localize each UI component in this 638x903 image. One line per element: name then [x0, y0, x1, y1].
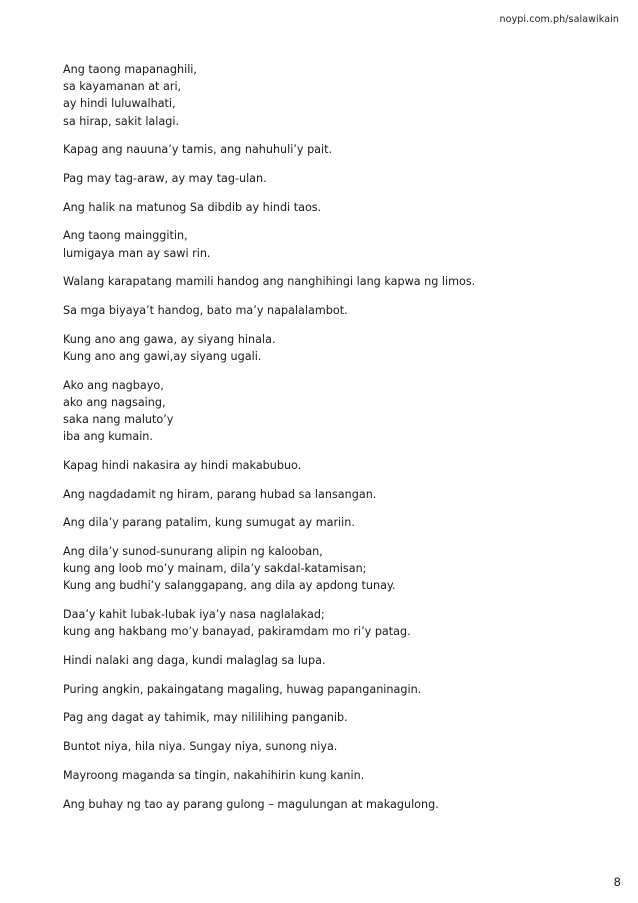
proverb-line: Pag may tag-araw, ay may tag-ulan.	[63, 172, 267, 186]
proverb-line: Ako ang nagbayo,	[63, 378, 164, 392]
proverb-line: Puring angkin, pakaingatang magaling, huwag papanganinagin.	[63, 682, 422, 696]
proverb-line: ako ang nagsaing,	[63, 395, 166, 409]
proverb-line: Kapag ang nauuna’y tamis, ang nahuhuli’y pait.	[63, 143, 333, 157]
proverb-line: lumigaya man ay sawi rin.	[63, 246, 211, 260]
proverb-paragraph	[63, 331, 603, 365]
proverb-line: Ang dila’y sunod-sunurang alipin ng kalooban,	[63, 545, 323, 559]
proverb-line: Kapag hindi nakasira ay hindi makabubuo.	[63, 458, 302, 472]
proverb-paragraph	[63, 543, 603, 595]
proverb-line: saka nang maluto’y	[63, 413, 174, 427]
proverb-line: Kung ano ang gawi,ay siyang ugali.	[63, 349, 262, 363]
source-url: noypi.com.ph/salawikain	[499, 14, 619, 25]
proverb-paragraph	[63, 767, 603, 784]
proverb-paragraph	[63, 170, 603, 187]
proverb-line: Mayroong maganda sa tingin, nakahihirin kung kanin.	[63, 768, 365, 782]
proverb-paragraph	[63, 302, 603, 319]
proverb-line: ay hindi luluwalhati,	[63, 97, 176, 111]
proverb-line: sa kayamanan at ari,	[63, 80, 182, 94]
proverb-line: Kung ang budhi’y salanggapang, ang dila ay apdong tunay.	[63, 579, 396, 593]
proverb-line: Ang taong mainggitin,	[63, 229, 188, 243]
proverb-line: iba ang kumain.	[63, 430, 153, 444]
proverb-line: Pag ang dagat ay tahimik, may nililihing panganib.	[63, 711, 348, 725]
proverb-paragraph	[63, 61, 603, 130]
proverb-paragraph	[63, 606, 603, 640]
proverb-line: Daa’y kahit lubak-lubak iya’y nasa naglalakad;	[63, 608, 325, 622]
proverb-paragraph	[63, 141, 603, 158]
proverb-line: Buntot niya, hila niya. Sungay niya, sunong niya.	[63, 740, 338, 754]
proverb-paragraph	[63, 199, 603, 216]
proverb-line: Ang dila’y parang patalim, kung sumugat ay mariin.	[63, 516, 355, 530]
proverb-line: sa hirap, sakit lalagi.	[63, 114, 180, 128]
proverb-line: Walang karapatang mamili handog ang nanghihingi lang kapwa ng limos.	[63, 275, 476, 289]
proverb-paragraph	[63, 652, 603, 669]
proverb-line: Ang nagdadamit ng hiram, parang hubad sa lansangan.	[63, 487, 377, 501]
proverb-paragraph	[63, 457, 603, 474]
proverb-line: kung ang loob mo’y mainam, dila’y sakdal-katamisan;	[63, 562, 367, 576]
proverb-paragraph	[63, 514, 603, 531]
proverb-line: Ang taong mapanaghili,	[63, 63, 197, 76]
proverb-paragraph	[63, 273, 603, 290]
proverb-paragraph	[63, 738, 603, 755]
proverb-list	[63, 61, 603, 824]
proverb-paragraph	[63, 709, 603, 726]
proverb-line: Kung ano ang gawa, ay siyang hinala.	[63, 332, 276, 346]
proverb-line: Ang halik na matunog Sa dibdib ay hindi taos.	[63, 200, 322, 214]
proverb-line: kung ang hakbang mo’y banayad, pakiramdam mo ri’y patag.	[63, 625, 411, 639]
proverb-paragraph	[63, 796, 603, 813]
proverb-paragraph	[63, 377, 603, 446]
proverb-paragraph	[63, 227, 603, 261]
proverb-paragraph	[63, 486, 603, 503]
proverb-line: Ang buhay ng tao ay parang gulong – magulungan at makagulong.	[63, 797, 439, 811]
page-number: 8	[613, 875, 621, 889]
proverb-line: Hindi nalaki ang daga, kundi malaglag sa lupa.	[63, 654, 326, 668]
proverb-paragraph	[63, 681, 603, 698]
proverb-line: Sa mga biyaya’t handog, bato ma’y napalalambot.	[63, 304, 348, 318]
